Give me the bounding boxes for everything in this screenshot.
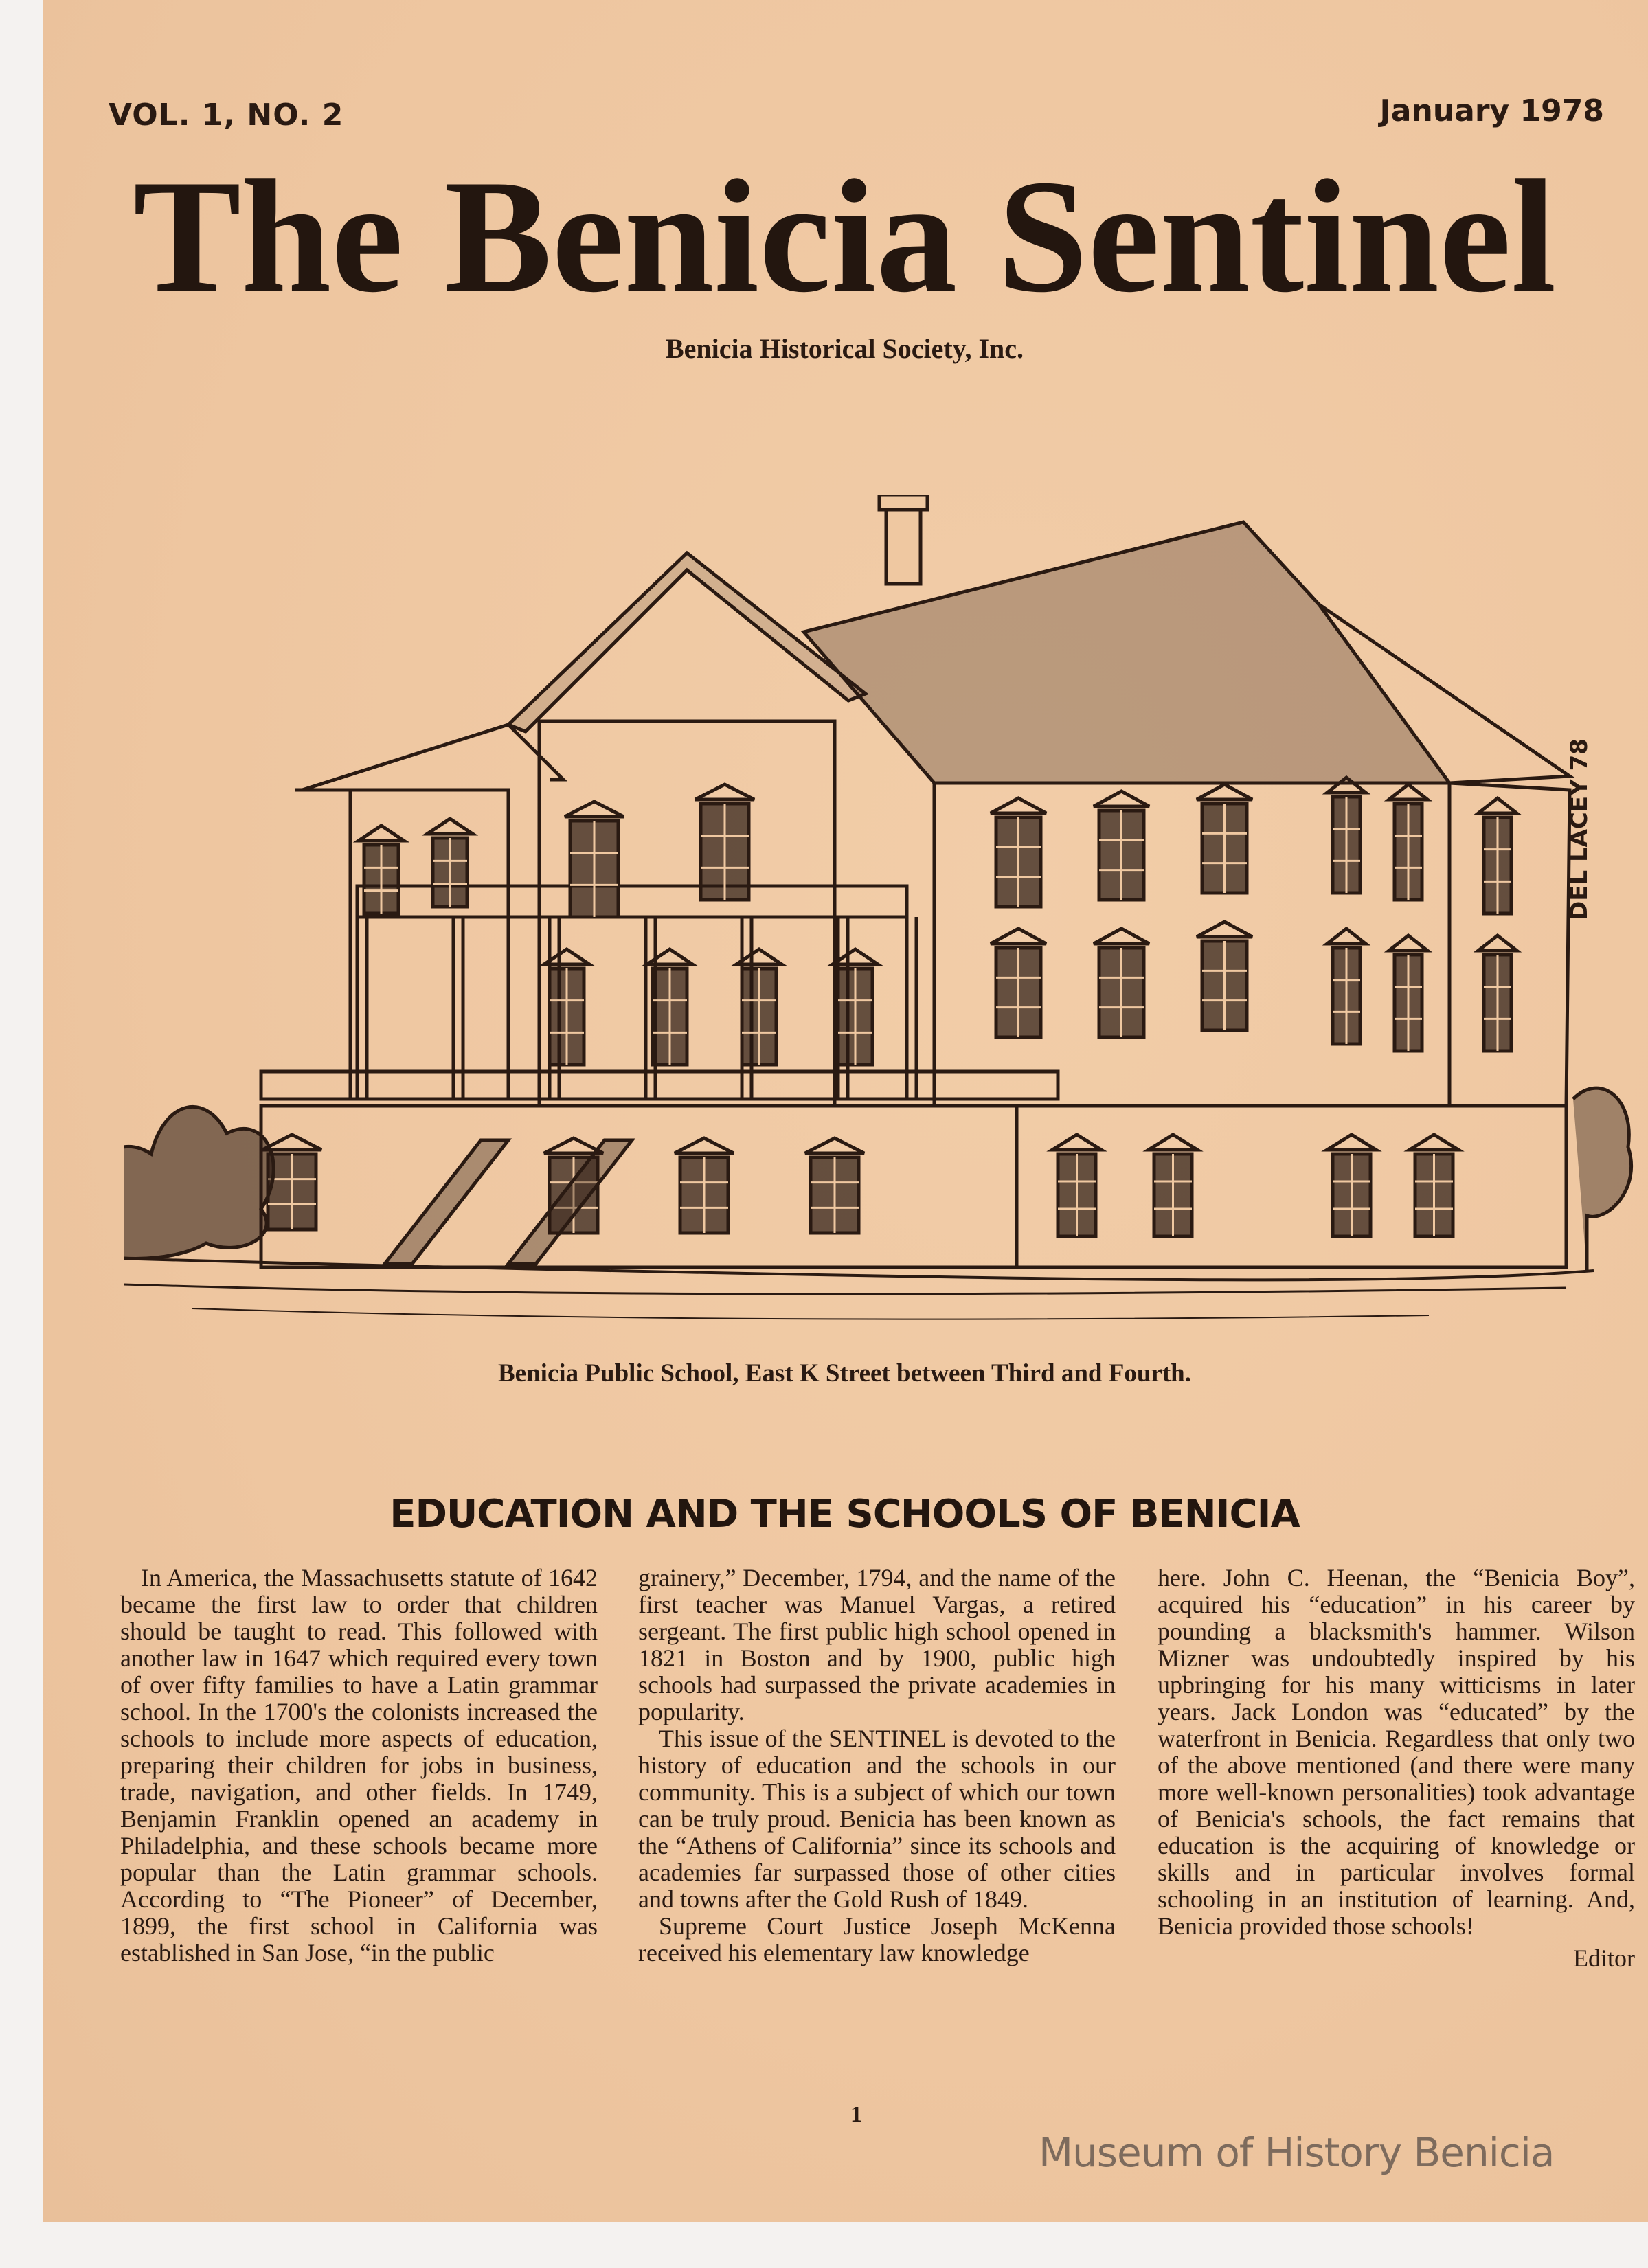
window xyxy=(565,802,624,917)
window xyxy=(359,826,404,914)
paragraph: In America, the Massachusetts statute of 1642 became the first law to order that children should be taught to read. This followed with another law in 1647 which required every town of over fifty families to have a Latin grammar school. In the 1700's the colonists increased the schools to include more aspects of education, preparing their children for jobs in business, trade, navigation, and other fields. In 1749, Benjamin Franklin opened an academy in Philadelphia, and these schools became more popular than the Latin grammar schools. According to “The Pioneer” of December, 1899, the first school in California was established in San Jose, “in the public xyxy=(120,1564,598,1966)
window xyxy=(1094,929,1149,1037)
window xyxy=(805,1138,864,1233)
window xyxy=(1327,778,1366,893)
window xyxy=(675,1138,734,1233)
window xyxy=(1197,922,1252,1030)
illustration-caption: Benicia Public School, East K Street between Third and Fourth. xyxy=(498,1359,1191,1387)
paragraph: here. John C. Heenan, the “Benicia Boy”, acquired his “education” in his career by pounding a blacksmith's hammer. Wilson Mizner was undoubtedly inspired by his upbringing for his many witticisms in later years. Jack London was “educated” by the waterfront in Benicia. Regardless that only two of the above mentioned (and there were many more well-known personalities) took advantage of Benicia's schools, the fact remains that education is the acquiring of knowledge or skills and in particular involves formal schooling in an institution of learning. And, Benicia provided those schools! xyxy=(1158,1564,1635,1940)
window xyxy=(1327,929,1366,1044)
artist-signature: DEL LACEY 78 xyxy=(1566,738,1593,920)
museum-watermark: Museum of History Benicia xyxy=(1039,2129,1555,2176)
publisher-name: Benicia Historical Society, Inc. xyxy=(665,333,1024,364)
page-number: 1 xyxy=(850,2102,862,2127)
paragraph: Supreme Court Justice Joseph McKenna received his elementary law knowledge xyxy=(638,1912,1116,1966)
window xyxy=(1327,1135,1376,1236)
window xyxy=(1052,1135,1101,1236)
masthead-title: The Benicia Sentinel xyxy=(133,147,1557,326)
window xyxy=(1149,1135,1197,1236)
building-drawing xyxy=(124,495,1632,1319)
window xyxy=(1197,784,1252,893)
window xyxy=(1389,784,1427,900)
window xyxy=(1094,791,1149,900)
paragraph: This issue of the SENTINEL is devoted to the history of education and the schools in our community. This is a subject of which our town can be truly proud. Benicia has been known as the “Athens of California” since its schools and academies far surpassed those of other cities and towns after the Gold Rush of 1849. xyxy=(638,1725,1116,1913)
volume-number: VOL. 1, NO. 2 xyxy=(109,98,344,133)
window xyxy=(991,798,1046,907)
window xyxy=(991,929,1046,1037)
window xyxy=(1389,935,1427,1051)
article-headline: EDUCATION AND THE SCHOOLS OF BENICIA xyxy=(390,1492,1300,1536)
window xyxy=(1478,798,1517,914)
article-column-1 xyxy=(120,1565,598,1966)
window xyxy=(1478,935,1517,1051)
article-column-3 xyxy=(1158,1565,1635,1972)
article-column-2 xyxy=(638,1565,1116,1966)
article-signoff: Editor xyxy=(1573,1944,1635,1972)
paragraph: grainery,” December, 1794, and the name of the first teacher was Manuel Vargas, a retired sergeant. The first public high school opened in 1821 in Boston and by 1900, public high schools had surpassed the private academies in popularity. xyxy=(638,1564,1116,1725)
window xyxy=(427,819,473,907)
window xyxy=(1410,1135,1458,1236)
window xyxy=(695,784,754,900)
school-building-illustration xyxy=(124,495,1635,1346)
issue-date: January 1978 xyxy=(1379,93,1604,128)
